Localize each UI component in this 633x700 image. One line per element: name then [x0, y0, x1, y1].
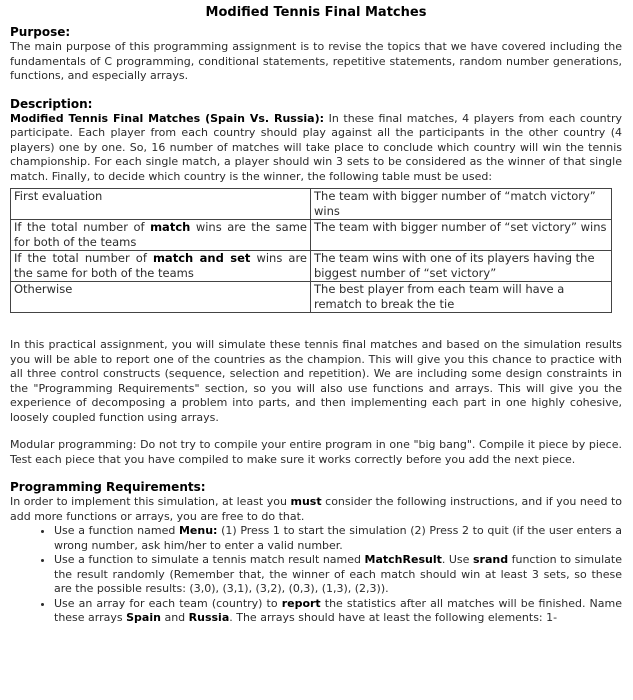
table-cell-outcome: The best player from each team will have a rematch to break the tie — [311, 282, 612, 313]
requirements-intro: In order to implement this simulation, at least you must consider the following instructions, and if you need to add more functions or arrays, you are free to do that. — [10, 495, 622, 523]
list-item: • Use a function named Menu: (1) Press 1 to start the simulation (2) Press 2 to quit (if the user enters a wrong number, ask him/her to enter a valid number. — [54, 524, 622, 553]
document-title: Modified Tennis Final Matches — [205, 5, 427, 20]
table-cell-condition: If the total number of match and set wins are the same for both of the teams — [11, 251, 311, 282]
table-row — [11, 282, 612, 313]
table-row — [11, 189, 612, 220]
requirements-list — [10, 524, 622, 626]
table-cell-condition: First evaluation — [11, 189, 311, 220]
table-cell-condition: Otherwise — [11, 282, 311, 313]
table-cell-condition: If the total number of match wins are the same for both of the teams — [11, 220, 311, 251]
purpose-text: The main purpose of this programming assignment is to revise the topics that we have covered including the fundamentals of C programming, conditional statements, repetitive statements, random number generations, functions, and especially arrays. — [10, 40, 622, 82]
document — [10, 5, 622, 626]
description-heading: Description: — [10, 96, 93, 111]
requirements-heading: Programming Requirements: — [10, 480, 206, 494]
table-cell-outcome: The team with bigger number of “set victory” wins — [311, 220, 612, 251]
list-item: • Use an array for each team (country) to report the statistics after all matches will be finished. Name these arrays Spain and Russia. The arrays should have at least the following elements: 1- — [54, 597, 622, 626]
table-row — [11, 251, 612, 282]
table-cell-outcome: The team with bigger number of “match victory” wins — [311, 189, 612, 220]
purpose-heading: Purpose: — [10, 25, 71, 39]
description-text — [10, 112, 622, 185]
table-row — [11, 220, 612, 251]
winner-rules-table — [10, 188, 612, 313]
practical-paragraph: In this practical assignment, you will simulate these tennis final matches and based on the simulation results you will be able to report one of the countries as the champion. This will give you this chance to practice with all three control constructs (sequence, selection and repetition). We are including some design constraints in the "Programming Requirements" section, so you will also use functions and arrays. This will give you the experience of decomposing a problem into parts, and then implementing each part in one highly cohesive, loosely coupled function using arrays. — [10, 338, 622, 424]
list-item: • Use a function to simulate a tennis match result named MatchResult. Use srand function to simulate the result randomly (Remember that, the winner of each match should win at least 3 sets, so these are the possible results: (3,0), (3,1), (3,2), (0,3), (1,3), (2,3)). — [54, 553, 622, 597]
modular-paragraph: Modular programming: Do not try to compile your entire program in one "big bang". Compile it piece by piece. Test each piece that you have compiled to make sure it works correctly before you add the next piece. — [10, 438, 622, 466]
description-lead: Modified Tennis Final Matches (Spain Vs. Russia): — [10, 111, 325, 125]
table-cell-outcome: The team wins with one of its players having the biggest number of “set victory” — [311, 251, 612, 282]
description-body: In these final matches, 4 players from each country participate. Each player from each country should play against all the participants in the other country (4 players) one by one. So, 16 number of matches will take place to conclude which country will win the tennis championship. For each single match, a player should win 3 sets to be considered as the winner of that single match. Finally, to decide which country is the winner, the following table must be used: — [10, 111, 623, 183]
